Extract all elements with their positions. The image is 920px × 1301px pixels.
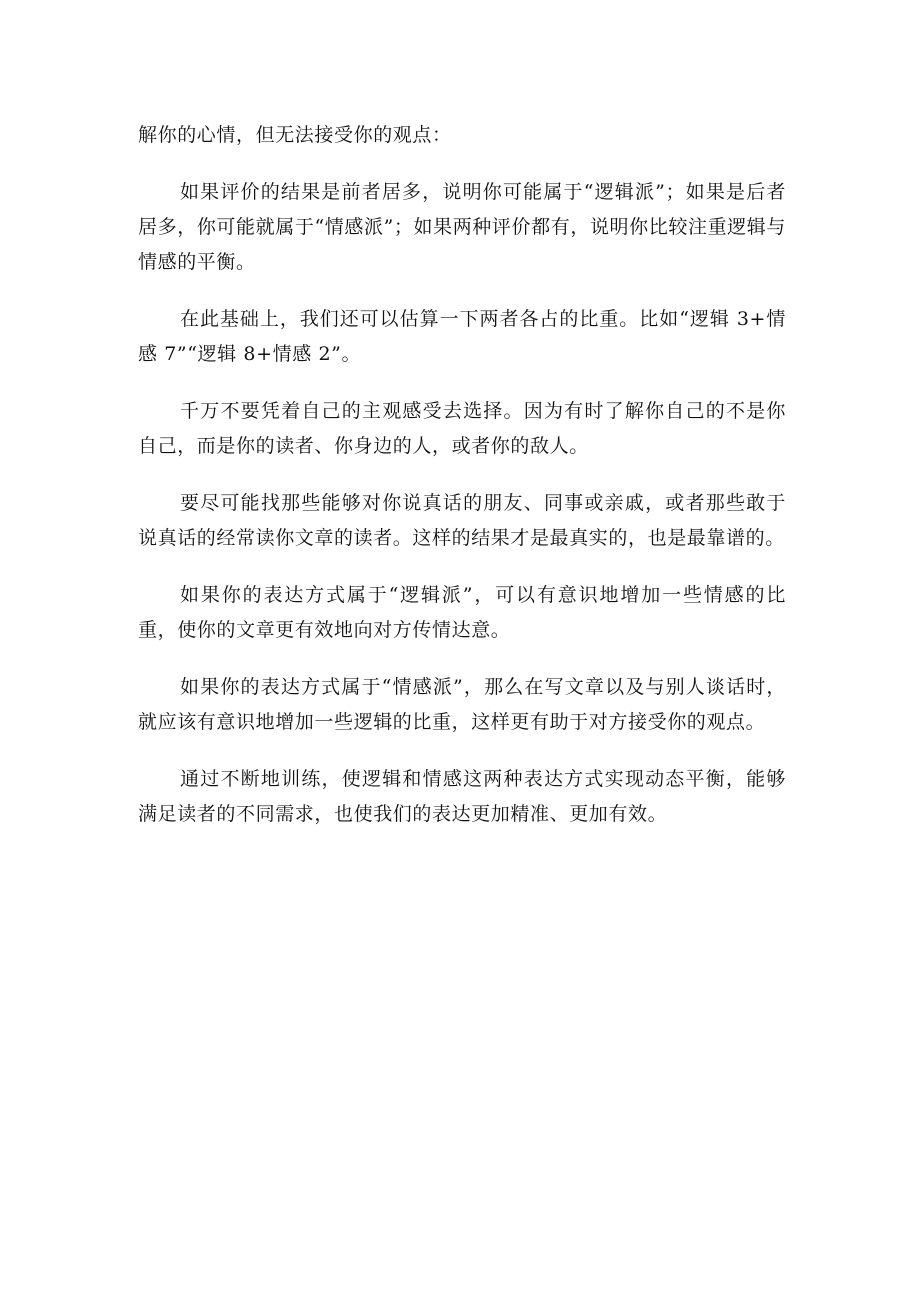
paragraph-emotion-type-advice: 如果你的表达方式属于“情感派”，那么在写文章以及与别人谈话时，就应该有意识地增加一些逻辑的比重，这样更有助于对方接受你的观点。 <box>138 676 786 733</box>
paragraph-logic-type-advice: 如果你的表达方式属于“逻辑派”，可以有意识地增加一些情感的比重，使你的文章更有效地向对方传情达意。 <box>138 584 786 641</box>
paragraph-continuation: 解你的心情，但无法接受你的观点： <box>138 124 452 146</box>
paragraph-dynamic-balance: 通过不断地训练，使逻辑和情感这两种表达方式实现动态平衡，能够满足读者的不同需求，也使我们的表达更加精准、更加有效。 <box>138 768 786 825</box>
paragraph-ratio-estimate: 在此基础上，我们还可以估算一下两者各占的比重。比如“逻辑 3+情感 7”“逻辑 8+情感 2”。 <box>138 308 786 365</box>
document-body <box>138 118 786 854</box>
paragraph-subjective-warning: 千万不要凭着自己的主观感受去选择。因为有时了解你自己的不是你自己，而是你的读者、你身边的人，或者你的敌人。 <box>138 400 786 457</box>
paragraph-logic-vs-emotion: 如果评价的结果是前者居多，说明你可能属于“逻辑派”；如果是后者居多，你可能就属于“情感派”；如果两种评价都有，说明你比较注重逻辑与情感的平衡。 <box>138 181 786 273</box>
paragraph-find-honest-readers: 要尽可能找那些能够对你说真话的朋友、同事或亲戚，或者那些敢于说真话的经常读你文章的读者。这样的结果才是最真实的，也是最靠谱的。 <box>138 492 786 549</box>
